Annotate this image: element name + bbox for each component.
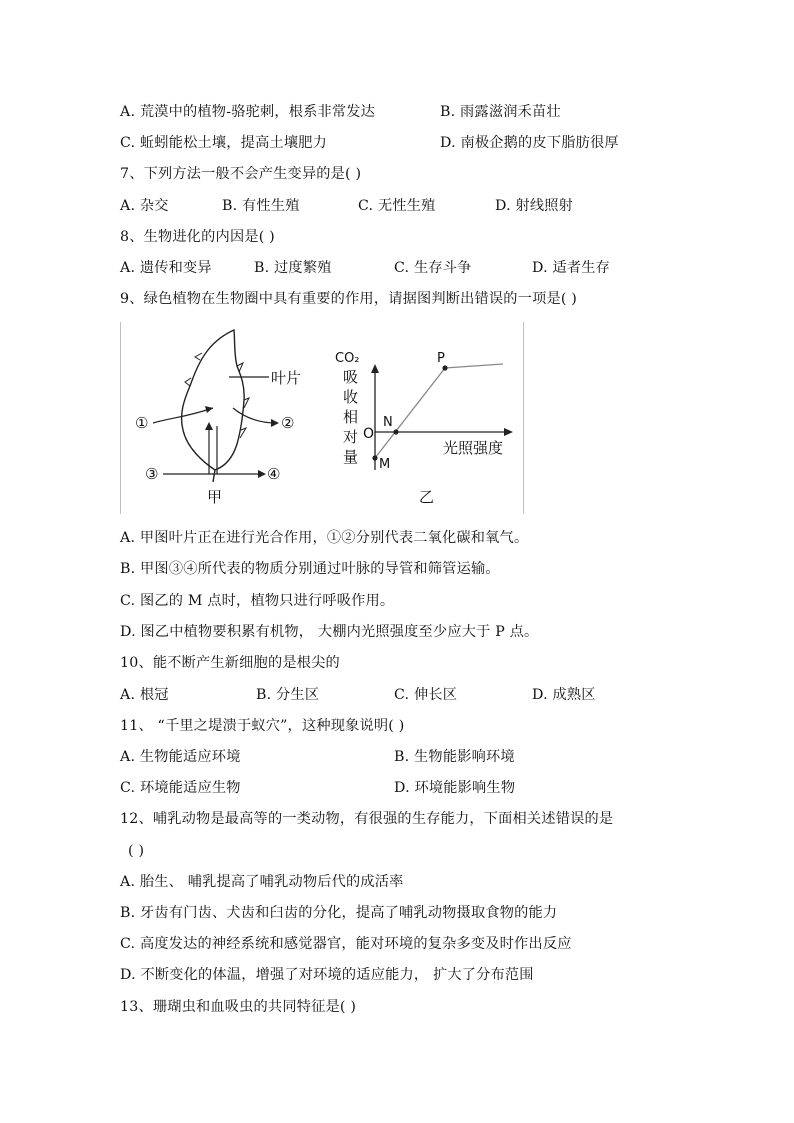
- point-m: M: [379, 457, 391, 472]
- text-line: 10、能不断产生新细胞的是根尖的: [120, 655, 340, 671]
- figure-jia: [135, 330, 301, 506]
- text-line: C. 伸长区: [394, 687, 458, 703]
- text-line: 11、 “千里之堤溃于蚁穴”，这种现象说明( ): [120, 718, 405, 734]
- text-line: B. 生物能影响环境: [394, 749, 515, 765]
- point-o: O: [363, 426, 375, 442]
- text-line: A. 甲图叶片正在进行光合作用，①②分别代表二氧化碳和氧气。: [120, 530, 529, 546]
- text-line: C. 生存斗争: [394, 260, 472, 276]
- point-n: N: [383, 415, 393, 430]
- text-line: C. 环境能适应生物: [120, 780, 241, 796]
- text-line: D. 适者生存: [532, 260, 611, 276]
- ylabel-char-4: 对: [343, 428, 359, 446]
- arrow-1: [153, 408, 213, 423]
- text-line: D. 图乙中植物要积累有机物， 大棚内光照强度至少应大于 P 点。: [120, 624, 539, 640]
- ylabel-char-1: 吸: [343, 368, 359, 386]
- text-line: A. 遗传和变异: [120, 260, 212, 276]
- leaf-stem: [213, 470, 215, 482]
- text-line: D. 环境能影响生物: [394, 780, 516, 796]
- text-line: A. 根冠: [120, 687, 169, 703]
- ylabel-char-5: 量: [343, 448, 359, 466]
- dot-n: [393, 429, 398, 434]
- text-line: D. 成熟区: [532, 687, 596, 703]
- text-line: D. 不断变化的体温，增强了对环境的适应能力， 扩大了分布范围: [120, 967, 534, 983]
- dot-p: [442, 365, 447, 370]
- leaf-jagged-edge: [185, 353, 249, 438]
- text-line: 7、下列方法一般不会产生变异的是( ): [120, 166, 362, 182]
- text-line: D. 射线照射: [495, 198, 574, 214]
- label-2: ②: [281, 414, 295, 432]
- label-1: ①: [135, 414, 149, 432]
- label-4: ④: [267, 465, 281, 483]
- caption-jia: 甲: [207, 488, 223, 506]
- text-line: B. 过度繁殖: [254, 260, 332, 276]
- label-3: ③: [145, 465, 159, 483]
- point-p: P: [437, 351, 445, 366]
- text-line: 9、绿色植物在生物圈中具有重要的作用，请据图判断出错误的一项是( ): [120, 291, 578, 307]
- text-line: A. 胎生、 哺乳提高了哺乳动物后代的成活率: [120, 874, 404, 890]
- text-line: 13、珊瑚虫和血吸虫的共同特征是( ): [120, 999, 357, 1015]
- figure-yi: [335, 351, 513, 506]
- text-line: B. 甲图③④所代表的物质分别通过叶脉的导管和筛管运输。: [120, 561, 500, 577]
- leaf-label: 叶片: [271, 369, 302, 387]
- text-line: B. 雨露滋润禾苗壮: [440, 104, 561, 120]
- text-line: 8、生物进化的内因是( ): [120, 229, 275, 245]
- ylabel-char-3: 相: [343, 408, 359, 426]
- text-line: D. 南极企鹅的皮下脂肪很厚: [440, 135, 619, 151]
- text-line: A. 生物能适应环境: [120, 749, 241, 765]
- caption-yi: 乙: [419, 488, 435, 506]
- text-line: C. 高度发达的神经系统和感觉器官，能对环境的复杂多变及时作出反应: [120, 936, 572, 952]
- figure-svg: [121, 322, 523, 514]
- ylabel-co2: CO₂: [335, 351, 360, 366]
- text-line: C. 无性生殖: [358, 198, 436, 214]
- text-line: C. 图乙的 M 点时，植物只进行呼吸作用。: [120, 593, 395, 609]
- arrow-2: [233, 408, 277, 423]
- leaf-outline: [182, 330, 245, 470]
- text-line: A. 杂交: [120, 198, 169, 214]
- text-line: B. 牙齿有门齿、犬齿和臼齿的分化，提高了哺乳动物摄取食物的能力: [120, 905, 558, 921]
- text-line: B. 有性生殖: [222, 198, 300, 214]
- figure-jia-yi: [120, 322, 524, 514]
- text-line: 12、哺乳动物是最高等的一类动物，有很强的生存能力，下面相关述错误的是: [120, 811, 614, 827]
- xlabel: 光照强度: [443, 439, 504, 457]
- dot-m: [372, 455, 377, 460]
- text-line: A. 荒漠中的植物-骆驼刺，根系非常发达: [120, 104, 376, 120]
- text-line: C. 蚯蚓能松土壤，提高土壤肥力: [120, 135, 328, 151]
- text-line: B. 分生区: [256, 687, 320, 703]
- ylabel-char-2: 收: [343, 388, 359, 406]
- text-line: ( ): [128, 843, 145, 859]
